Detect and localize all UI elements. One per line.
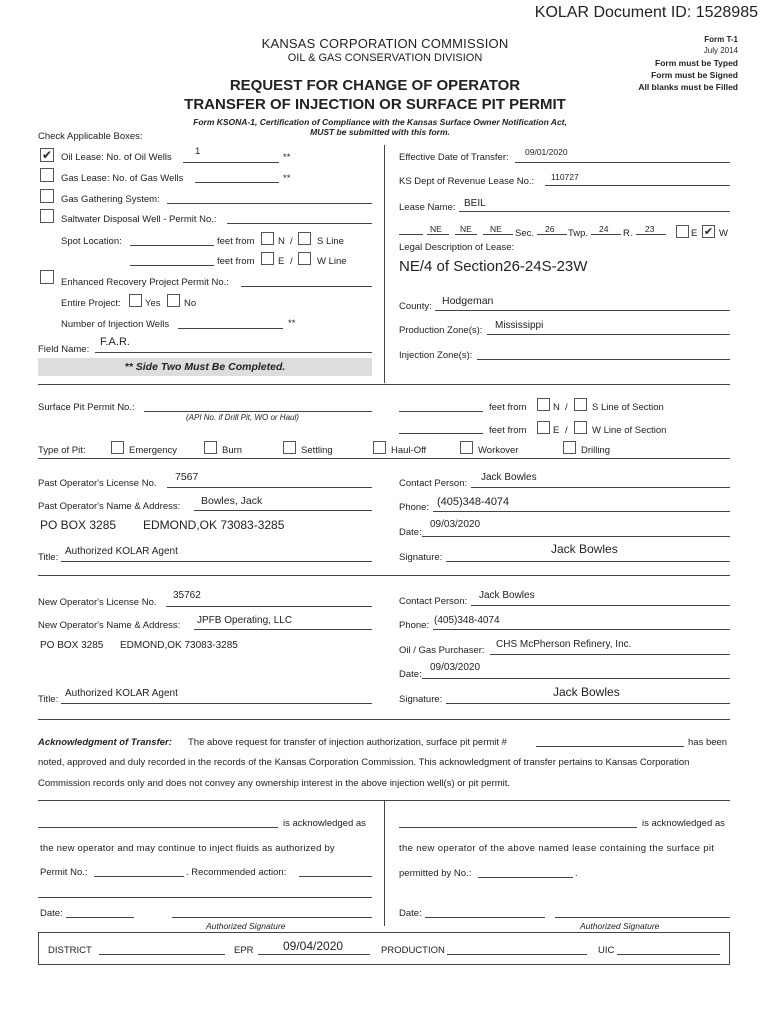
epr-checkbox[interactable]	[40, 270, 54, 284]
lease-name-value: BEIL	[464, 198, 486, 209]
form-title-line2: TRANSFER OF INJECTION OR SURFACE PIT PERMIT	[184, 96, 566, 113]
past-phone-field[interactable]	[433, 511, 730, 512]
past-signature-field[interactable]	[446, 561, 730, 562]
pit-ew-feet-field[interactable]	[399, 433, 483, 434]
gas-gathering-field[interactable]	[167, 203, 372, 204]
new-license-field[interactable]	[166, 606, 372, 607]
right-signature-field[interactable]	[555, 917, 730, 918]
pit-ew-slash: /	[565, 425, 568, 436]
new-date-label: Date:	[399, 669, 422, 680]
field-name-label: Field Name:	[38, 344, 90, 355]
pit-emergency-label: Emergency	[129, 445, 178, 456]
document-id: KOLAR Document ID: 1528985	[534, 4, 758, 21]
new-purchaser-field[interactable]	[490, 654, 730, 655]
pit-emergency-checkbox[interactable]	[111, 441, 124, 454]
pit-ns-feet-field[interactable]	[399, 411, 483, 412]
pit-ns-slash: /	[565, 402, 568, 413]
entire-no-checkbox[interactable]	[167, 294, 180, 307]
spot-w-line-label: W Line	[317, 256, 347, 267]
section-separator-2	[38, 458, 730, 459]
new-date-value: 09/03/2020	[430, 662, 481, 673]
county-field[interactable]	[435, 310, 730, 311]
past-name-value: Bowles, Jack	[201, 495, 263, 507]
past-title-label: Title:	[38, 552, 59, 563]
past-license-label: Past Operator's License No.	[38, 478, 157, 489]
spot-ew-feet-from: feet from	[217, 256, 255, 267]
right-date-field[interactable]	[425, 917, 545, 918]
new-signature-field[interactable]	[446, 703, 730, 704]
oil-wells-value: 1	[195, 146, 201, 157]
quarter3-field[interactable]	[483, 234, 513, 235]
left-permit-no-label: Permit No.:	[40, 867, 88, 878]
past-date-label: Date:	[399, 527, 422, 538]
form-number: Form T-1	[704, 35, 738, 44]
pit-workover-label: Workover	[478, 445, 519, 456]
entire-project-label: Entire Project:	[61, 298, 121, 309]
pit-burn-label: Burn	[222, 445, 243, 456]
epr-footer-label: EPR	[234, 945, 254, 956]
left-new-operator-text: the new operator and may continue to inject fluids as authorized by	[40, 843, 335, 854]
new-license-value: 35762	[173, 590, 201, 601]
entire-no-label: No	[184, 298, 197, 309]
right-new-operator-text: the new operator of the above named lease containing the surface pit	[399, 843, 715, 854]
spot-location-label: Spot Location:	[61, 236, 122, 247]
past-date-value: 09/03/2020	[430, 519, 481, 530]
epr-footer-field[interactable]	[258, 954, 370, 955]
past-title-field[interactable]	[61, 561, 372, 562]
oil-lease-label: Oil Lease: No. of Oil Wells	[61, 152, 172, 163]
entire-yes-checkbox[interactable]	[129, 294, 142, 307]
new-phone-label: Phone:	[399, 620, 430, 631]
quarter2-field[interactable]	[455, 234, 477, 235]
pit-ns-feet-from: feet from	[489, 402, 527, 413]
sec-field[interactable]	[537, 234, 567, 235]
range-e-checkbox[interactable]	[676, 225, 689, 238]
form-blanks-filled: All blanks must be Filled	[638, 82, 738, 92]
right-permitted-period: .	[575, 868, 578, 879]
spot-n-label: N	[278, 236, 285, 247]
gas-wells-stars: **	[283, 173, 291, 184]
pit-hauloff-label: Haul-Off	[391, 445, 427, 456]
new-signature-value: Jack Bowles	[553, 685, 620, 699]
spot-s-checkbox[interactable]	[298, 232, 311, 245]
new-address-value: PO BOX 3285	[40, 640, 104, 651]
new-title-label: Title:	[38, 694, 59, 705]
twp-value: 24	[599, 224, 609, 234]
oil-wells-stars: **	[283, 152, 291, 163]
uic-label: UIC	[598, 945, 615, 956]
field-name-field[interactable]	[95, 352, 372, 353]
left-permit-no-field[interactable]	[94, 876, 184, 877]
past-signature-label: Signature:	[399, 552, 443, 563]
new-contact-label: Contact Person:	[399, 596, 468, 607]
district-field[interactable]	[99, 954, 225, 955]
lease-name-label: Lease Name:	[399, 202, 456, 213]
gas-gathering-checkbox[interactable]	[40, 189, 54, 203]
pit-w-checkbox[interactable]	[574, 421, 587, 434]
spot-s-line-label: S Line	[317, 236, 344, 247]
right-date-label: Date:	[399, 908, 422, 919]
ks-dept-label: KS Dept of Revenue Lease No.:	[399, 176, 535, 187]
new-title-value: Authorized KOLAR Agent	[65, 688, 178, 699]
range-value: 23	[645, 224, 655, 234]
lease-name-field[interactable]	[459, 211, 730, 212]
right-ack-operator-field[interactable]	[399, 827, 637, 828]
pit-type-label: Type of Pit:	[38, 445, 86, 456]
past-signature-value: Jack Bowles	[551, 542, 618, 556]
spot-e-label: E	[278, 256, 285, 267]
past-city-value: EDMOND,OK 73083-3285	[143, 518, 285, 532]
new-contact-field[interactable]	[471, 605, 730, 606]
new-name-field[interactable]	[194, 629, 372, 630]
past-title-value: Authorized KOLAR Agent	[65, 546, 178, 557]
county-label: County:	[399, 301, 432, 312]
oil-wells-field[interactable]	[183, 162, 279, 163]
left-date-label: Date:	[40, 908, 63, 919]
sec-value: 26	[545, 224, 555, 234]
left-signature-field[interactable]	[172, 917, 372, 918]
epr-label: Enhanced Recovery Project Permit No.:	[61, 277, 229, 288]
ack-heading: Acknowledgment of Transfer:	[38, 737, 172, 748]
pit-ew-feet-from: feet from	[489, 425, 527, 436]
form-subtitle-line2: MUST be submitted with this form.	[310, 127, 450, 137]
pit-e-label: E	[553, 425, 560, 436]
new-contact-value: Jack Bowles	[479, 590, 535, 601]
ack-has-been: has been	[688, 737, 728, 748]
quarter-blank-field[interactable]	[399, 234, 423, 235]
district-label: DISTRICT	[48, 945, 92, 956]
pit-n-checkbox[interactable]	[537, 398, 550, 411]
ack-permit-field[interactable]	[536, 746, 684, 747]
range-w-checkbox[interactable]: ✔	[703, 226, 714, 238]
past-contact-field[interactable]	[471, 487, 730, 488]
effective-date-field[interactable]	[515, 162, 730, 163]
pit-w-line-label: W Line of Section	[592, 425, 667, 436]
pit-n-label: N	[553, 402, 560, 413]
pit-s-checkbox[interactable]	[574, 398, 587, 411]
spot-ns-feet-from: feet from	[217, 236, 255, 247]
ks-dept-value: 110727	[551, 172, 579, 182]
new-phone-field[interactable]	[433, 629, 730, 630]
new-city-value: EDMOND,OK 73083-3285	[120, 640, 238, 651]
form-date: July 2014	[703, 46, 738, 55]
new-purchaser-label: Oil / Gas Purchaser:	[399, 645, 485, 656]
new-phone-value: (405)348-4074	[434, 615, 500, 626]
spot-w-checkbox[interactable]	[298, 252, 311, 265]
legal-description-label: Legal Description of Lease:	[399, 242, 515, 253]
sec-label: Sec.	[515, 228, 535, 239]
right-is-acknowledged: is acknowledged as	[642, 818, 725, 829]
county-value: Hodgeman	[442, 295, 494, 307]
spot-ns-slash: /	[290, 236, 293, 247]
entire-yes-label: Yes	[145, 298, 161, 309]
production-field[interactable]	[447, 954, 587, 955]
past-address-value: PO BOX 3285	[40, 518, 117, 532]
swd-label: Saltwater Disposal Well - Permit No.:	[61, 214, 217, 225]
new-date-field[interactable]	[422, 678, 730, 679]
legal-description-value: NE/4 of Section26-24S-23W	[399, 258, 588, 275]
new-purchaser-value: CHS McPherson Refinery, Inc.	[496, 639, 632, 650]
past-license-value: 7567	[175, 471, 199, 483]
section-separator-4	[38, 719, 730, 720]
new-signature-label: Signature:	[399, 694, 443, 705]
ack-line1: The above request for transfer of injection authorization, surface pit permit #	[188, 737, 507, 748]
gas-lease-label: Gas Lease: No. of Gas Wells	[61, 173, 184, 184]
spot-ew-feet-field[interactable]	[130, 265, 214, 266]
ks-dept-field[interactable]	[545, 185, 730, 186]
agency-name: KANSAS CORPORATION COMMISSION	[261, 36, 509, 51]
section-separator-3	[38, 575, 730, 576]
past-phone-value: (405)348-4074	[437, 496, 510, 508]
field-name-value: F.A.R.	[100, 336, 130, 348]
ack-line3: Commission records only and does not convey any ownership interest in the above injection well(s) or pit permit.	[38, 778, 511, 789]
left-recommended-field-2[interactable]	[38, 897, 372, 898]
oil-lease-checkbox[interactable]: ✔	[41, 148, 53, 162]
spot-n-checkbox[interactable]	[261, 232, 274, 245]
pit-hauloff-checkbox[interactable]	[373, 441, 386, 454]
quarter1-field[interactable]	[427, 234, 449, 235]
agency-division: OIL & GAS CONSERVATION DIVISION	[287, 52, 483, 64]
side-two-banner: ** Side Two Must Be Completed.	[38, 358, 372, 376]
swd-permit-field[interactable]	[227, 223, 372, 224]
twp-label: Twp.	[568, 228, 589, 239]
range-label: R.	[623, 228, 633, 239]
surface-pit-label: Surface Pit Permit No.:	[38, 402, 135, 413]
pit-workover-checkbox[interactable]	[460, 441, 473, 454]
pit-settling-checkbox[interactable]	[283, 441, 296, 454]
pit-s-line-label: S Line of Section	[592, 402, 664, 413]
pit-drilling-checkbox[interactable]	[563, 441, 576, 454]
num-injection-wells-label: Number of Injection Wells	[61, 319, 170, 330]
right-permitted-by-field[interactable]	[478, 877, 573, 878]
column-divider	[384, 145, 385, 383]
uic-field[interactable]	[617, 954, 720, 955]
new-title-field[interactable]	[61, 703, 372, 704]
left-authorized-signature: Authorized Signature	[206, 921, 286, 931]
bottom-column-divider	[384, 800, 385, 926]
production-zone-value: Mississippi	[495, 320, 544, 331]
pit-e-checkbox[interactable]	[537, 421, 550, 434]
new-name-value: JPFB Operating, LLC	[197, 615, 293, 626]
num-injection-stars: **	[288, 318, 296, 329]
pit-settling-label: Settling	[301, 445, 333, 456]
form-title-line1: REQUEST FOR CHANGE OF OPERATOR	[229, 77, 521, 94]
injection-zone-label: Injection Zone(s):	[399, 350, 473, 361]
epr-footer-value: 09/04/2020	[283, 939, 344, 953]
left-date-field[interactable]	[66, 917, 134, 918]
form-must-typed: Form must be Typed	[655, 58, 738, 68]
gas-lease-checkbox[interactable]	[40, 168, 54, 182]
pit-drilling-label: Drilling	[581, 445, 611, 456]
production-label: PRODUCTION	[381, 945, 445, 956]
form-must-signed: Form must be Signed	[651, 70, 738, 80]
gas-gathering-label: Gas Gathering System:	[61, 194, 160, 205]
range-e-label: E	[691, 228, 698, 239]
surface-pit-field[interactable]	[144, 411, 372, 412]
range-w-label: W	[719, 228, 728, 239]
effective-date-value: 09/01/2020	[525, 147, 568, 157]
quarter2-value: NE	[460, 224, 472, 234]
epr-permit-field[interactable]	[241, 286, 372, 287]
quarter1-value: NE	[430, 224, 442, 234]
past-phone-label: Phone:	[399, 502, 430, 513]
spot-ns-feet-field[interactable]	[130, 245, 214, 246]
check-boxes-label: Check Applicable Boxes:	[38, 131, 143, 142]
right-authorized-signature: Authorized Signature	[580, 921, 660, 931]
new-license-label: New Operator's License No.	[38, 597, 157, 608]
quarter3-value: NE	[490, 224, 502, 234]
past-name-field[interactable]	[194, 510, 372, 511]
left-is-acknowledged: is acknowledged as	[283, 818, 366, 829]
left-recommended-field[interactable]	[299, 876, 372, 877]
ack-line2: noted, approved and duly recorded in the records of the Kansas Corporation Commission. This acknowledgment of transfer pertains to Kansas Corporation	[38, 757, 690, 768]
left-recommended-label: . Recommended action:	[186, 867, 287, 878]
num-injection-wells-field[interactable]	[178, 328, 283, 329]
swd-checkbox[interactable]	[40, 209, 54, 223]
twp-field[interactable]	[591, 234, 621, 235]
past-contact-value: Jack Bowles	[481, 472, 537, 483]
pit-burn-checkbox[interactable]	[204, 441, 217, 454]
past-date-field[interactable]	[422, 536, 730, 537]
production-zone-label: Production Zone(s):	[399, 325, 483, 336]
effective-date-label: Effective Date of Transfer:	[399, 152, 509, 163]
right-permitted-by-label: permitted by No.:	[399, 868, 472, 879]
form-subtitle-line1: Form KSONA-1, Certification of Compliance with the Kansas Surface Owner Notification Act,	[193, 117, 567, 127]
surface-pit-note: (API No. if Drill Pit, WO or Haul)	[186, 413, 299, 422]
section-separator-1	[38, 384, 730, 385]
past-license-field[interactable]	[167, 487, 372, 488]
gas-wells-field[interactable]	[195, 182, 279, 183]
left-ack-operator-field[interactable]	[38, 827, 278, 828]
injection-zone-field[interactable]	[477, 359, 730, 360]
spot-ew-slash: /	[290, 256, 293, 267]
past-contact-label: Contact Person:	[399, 478, 468, 489]
production-zone-field[interactable]	[487, 334, 730, 335]
past-name-label: Past Operator's Name & Address:	[38, 501, 181, 512]
range-field[interactable]	[636, 234, 666, 235]
spot-e-checkbox[interactable]	[261, 252, 274, 265]
new-name-label: New Operator's Name & Address:	[38, 620, 181, 631]
